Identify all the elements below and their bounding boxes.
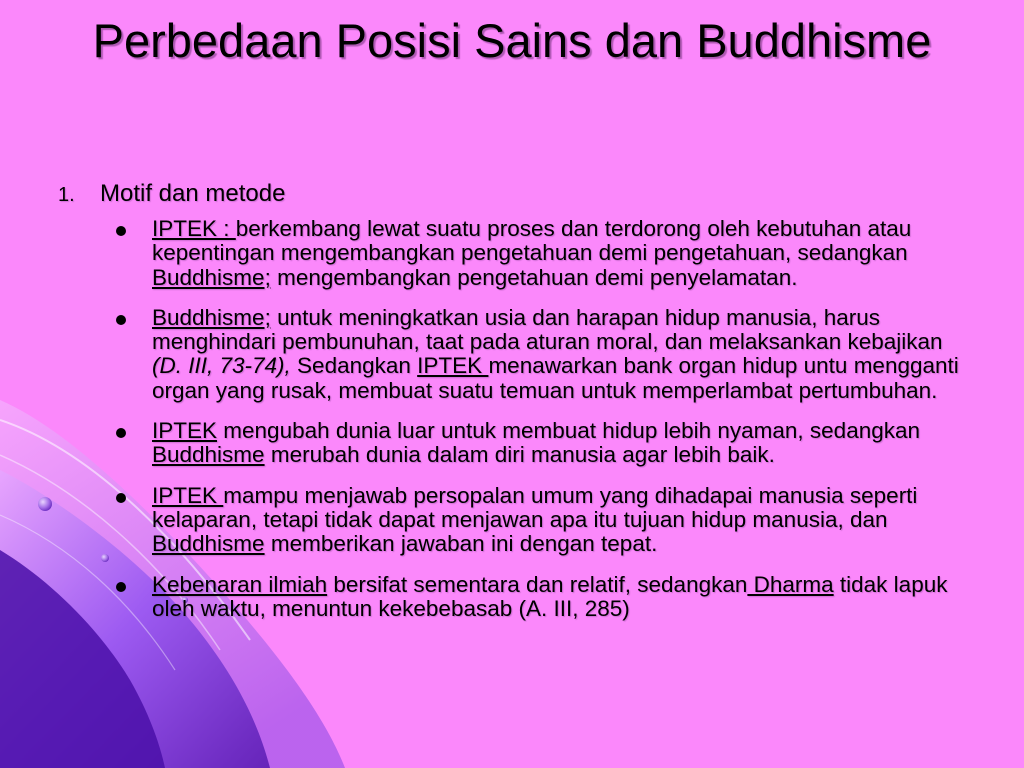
numbered-heading	[58, 178, 968, 212]
bullet-text: bersifat sementara dan relatif, sedangkan	[327, 571, 748, 597]
bullet-item	[58, 306, 968, 403]
underlined-term: IPTEK	[152, 418, 218, 444]
underlined-term: IPTEK	[152, 482, 224, 508]
bullet-text: Sedangkan	[290, 353, 418, 379]
bullet-text: berkembang lewat suatu proses dan terdorong oleh kebutuhan atau kepentingan mengembangkan pengetahuan demi pengetahuan, sedangkan	[152, 216, 912, 266]
bullet-dot-icon	[116, 226, 126, 236]
bullet-dot-icon	[116, 582, 126, 592]
underlined-term: Buddhisme;	[152, 264, 271, 290]
bullet-text: mengembangkan pengetahuan demi penyelamatan.	[270, 264, 798, 290]
bullet-item	[58, 484, 968, 557]
slide-title: Perbedaan Posisi Sains dan Buddhisme	[92, 14, 932, 67]
heading-number: 1.	[58, 184, 75, 206]
bullet-text: mampu menjawab persopalan umum yang dihadapai manusia seperti kelaparan, tetapi tidak dapat menjawan apa itu tujuan hidup manusia, dan	[152, 482, 918, 532]
bullet-dot-icon	[116, 428, 126, 438]
underlined-term: Dharma	[747, 571, 834, 597]
underlined-term: Buddhisme	[152, 531, 265, 557]
bullet-list	[58, 217, 968, 621]
bullet-dot-icon	[116, 493, 126, 503]
underlined-term: Buddhisme;	[152, 304, 271, 330]
citation-text: (D. III, 73-74),	[152, 353, 291, 379]
bullet-item	[58, 573, 968, 622]
bullet-text: mengubah dunia luar untuk membuat hidup lebih nyaman, sedangkan	[217, 418, 921, 444]
bullet-text: memberikan jawaban ini dengan tepat.	[264, 531, 658, 557]
bullet-dot-icon	[116, 315, 126, 325]
bullet-text: merubah dunia dalam diri manusia agar lebih baik.	[264, 442, 775, 468]
slide-content	[58, 178, 968, 637]
underlined-term: Kebenaran ilmiah	[152, 571, 328, 597]
bullet-text: tidak lapuk oleh waktu, menuntun kekebebasab (A. III, 285)	[152, 571, 948, 621]
underlined-term: Buddhisme	[152, 442, 265, 468]
underlined-term: IPTEK :	[152, 216, 236, 241]
bullet-text: menawarkan bank organ hidup untu mengganti organ yang rusak, membuat suatu temuan untuk memperlambat pertumbuhan.	[152, 353, 959, 403]
bullet-text: untuk meningkatkan usia dan harapan hidup manusia, harus menghindari pembunuhan, taat pada aturan moral, dan melaksankan kebajikan	[152, 304, 943, 355]
bullet-item	[58, 217, 968, 290]
bullet-item	[58, 419, 968, 468]
underlined-term: IPTEK	[417, 353, 489, 379]
heading-text: Motif dan metode	[100, 180, 286, 207]
decorative-orb	[38, 497, 52, 511]
